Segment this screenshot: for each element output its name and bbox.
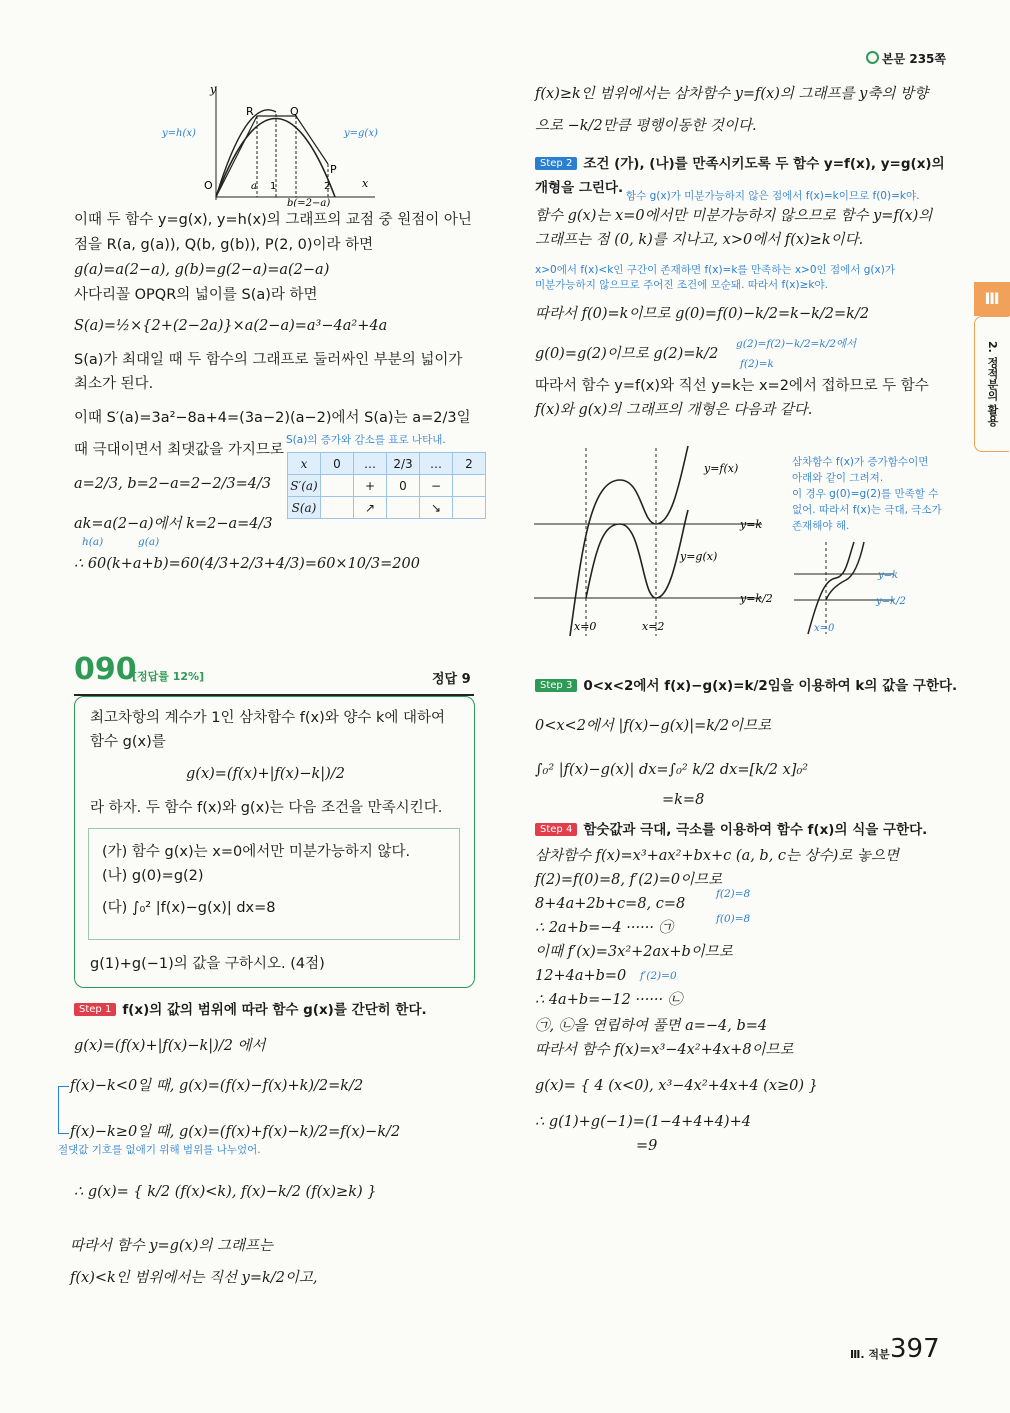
problem-stmt-2: 함수 g(x)를 xyxy=(90,734,166,750)
step4-line-10: g(x)= { 4 (x<0), x³−4x²+4x+4 (x≥0) } xyxy=(535,1078,818,1094)
condition-3: (다) ∫₀² |f(x)−g(x)| dx=8 xyxy=(102,900,276,916)
section-tab[interactable]: Ⅲ xyxy=(974,282,1010,316)
problem-answer: 정답 9 xyxy=(432,672,471,687)
problem-question: g(1)+g(−1)의 값을 구하시오. (4점) xyxy=(90,956,325,972)
two-label: 2 xyxy=(324,181,331,192)
step4-note-f2: f(2)=8 xyxy=(716,888,751,900)
page-number: 397 xyxy=(890,1334,940,1364)
note-g: g(a) xyxy=(138,536,160,548)
g-curve-lower xyxy=(586,510,688,598)
condition-2: (나) g(0)=g(2) xyxy=(102,868,204,884)
section-side-label: 2. 정적분의 활용 xyxy=(974,316,1009,452)
step2-note-2b: 미분가능하지 않으므로 주어진 조건에 모순돼. 따라서 f(x)≥k야. xyxy=(535,279,828,291)
problem-stmt-1: 최고차항의 계수가 1인 삼차함수 f(x)와 양수 k에 대하여 xyxy=(90,710,446,726)
step1-line-6: f(x)<k인 범위에서는 직선 y=k/2이고, xyxy=(70,1270,318,1286)
note-table: S(a)의 증가와 감소를 표로 나타내. xyxy=(286,434,446,446)
step1-line-1: g(x)=(f(x)+|f(x)−k|)/2 에서 xyxy=(74,1038,266,1054)
problem-stmt-3: 라 하자. 두 함수 f(x)와 g(x)는 다음 조건을 만족시킨다. xyxy=(90,800,443,816)
page-reference: 본문 235쪽 xyxy=(866,50,946,67)
step1-header xyxy=(74,998,427,1018)
Q-label: Q xyxy=(290,105,299,118)
step4-line-4: ∴ 2a+b=−4 ······ ㉠ xyxy=(535,920,674,936)
step2-line-5: 따라서 함수 y=f(x)와 직선 y=k는 x=2에서 접하므로 두 함수 xyxy=(535,378,929,394)
step2-side-note: 삼차함수 f(x)가 증가함수이면 아래와 같이 그려져. 이 경우 g(0)=g(2)를 만족할 수 없어. 따라서 f(x)는 극대, 극소가 존재해야 해. xyxy=(792,456,942,532)
step2-line-6: f(x)와 g(x)의 그래프의 개형은 다음과 같다. xyxy=(535,402,813,418)
step2-line-3: 따라서 f(0)=k이므로 g(0)=f(0)−k/2=k−k/2=k/2 xyxy=(535,306,870,322)
yk2-label: y=k/2 xyxy=(740,592,773,605)
f-curve xyxy=(570,446,688,636)
right-line-2: 으로 −k/2만큼 평행이동한 것이다. xyxy=(535,118,757,134)
step2-title-2: 개형을 그린다. xyxy=(535,180,624,196)
b-label: b(=2−a) xyxy=(287,198,331,207)
line-10: a=2/3, b=2−a=2−2/3=4/3 xyxy=(74,476,272,492)
line-2: 점을 R(a, g(a)), Q(b, g(b)), P(2, 0)이라 하면 xyxy=(74,237,374,253)
step3-line-1: 0<x<2에서 |f(x)−g(x)|=k/2이므로 xyxy=(535,718,772,734)
line-9: 때 극대이면서 최댓값을 가지므로 xyxy=(74,442,284,458)
step3-header xyxy=(535,674,957,694)
small-yk-label: y=k xyxy=(878,570,899,581)
step4-line-2: f(2)=f(0)=8, f′(2)=0이므로 xyxy=(535,872,723,888)
step1-note: 절댓값 기호를 없애기 위해 범위를 나누었어. xyxy=(58,1144,261,1156)
R-label: R xyxy=(246,105,254,118)
line-3: g(a)=a(2−a), g(b)=g(2−a)=a(2−a) xyxy=(74,262,330,278)
step4-line-7: ∴ 4a+b=−12 ······ ㉡ xyxy=(535,992,683,1008)
step2-line-4: g(0)=g(2)이므로 g(2)=k/2 xyxy=(535,346,719,362)
line-7: 최소가 된다. xyxy=(74,376,154,392)
step1-title: f(x)의 값의 범위에 따라 함수 g(x)를 간단히 한다. xyxy=(122,1002,427,1018)
problem-number: 090 xyxy=(74,652,137,687)
small-x0-label: x=0 xyxy=(814,623,835,634)
step2-note-2a: x>0에서 f(x)<k인 구간이 존재하면 f(x)=k를 만족하는 x>0인 점에서 g(x)가 xyxy=(535,264,895,276)
sign-table: x 0 … 2/3 … 2 S′(a) + 0 − S(a) ↗ ↘ xyxy=(287,452,486,519)
step3-title: 0<x<2에서 f(x)−g(x)=k/2임을 이용하여 k의 값을 구한다. xyxy=(583,678,958,694)
condition-1: (가) 함수 g(x)는 x=0에서만 미분가능하지 않다. xyxy=(102,844,411,860)
step2-title: 조건 (가), (나)를 만족시키도록 두 함수 y=f(x), y=g(x)의 xyxy=(583,156,945,172)
step2-note-1: 함수 g(x)가 미분가능하지 않은 점에서 f(x)=k이므로 f(0)=k야. xyxy=(626,190,920,202)
step2-header xyxy=(535,152,945,172)
step4-line-6: 12+4a+b=0 xyxy=(535,968,627,984)
line-4: 사다리꼴 OPQR의 넓이를 S(a)라 하면 xyxy=(74,287,318,303)
step2-note-4: f(2)=k xyxy=(740,358,774,370)
step4-line-12: =9 xyxy=(636,1138,658,1154)
f-label: y=f(x) xyxy=(704,462,739,475)
step2-line-2: 그래프는 점 (0, k)를 지나고, x>0에서 f(x)≥k이다. xyxy=(535,232,864,248)
g-curve-label: y=g(x) xyxy=(344,128,378,139)
step4-title: 함숫값과 극대, 극소를 이용하여 함수 f(x)의 식을 구한다. xyxy=(583,822,928,838)
h-curve-label: y=h(x) xyxy=(162,128,196,139)
small-yk2-label: y=k/2 xyxy=(876,596,906,607)
bracket-line xyxy=(58,1086,69,1134)
increasing-graph xyxy=(790,540,920,636)
x-axis-label: x xyxy=(362,177,369,190)
line-11: ak=a(2−a)에서 k=2−a=4/3 xyxy=(74,516,273,532)
note-h: h(a) xyxy=(82,536,104,548)
g-label: y=g(x) xyxy=(680,550,718,563)
line-8: 이때 S′(a)=3a²−8a+4=(3a−2)(a−2)에서 S(a)는 a=2/3일 xyxy=(74,410,471,426)
step4-line-8: ㉠, ㉡을 연립하여 풀면 a=−4, b=4 xyxy=(535,1018,768,1034)
circle-marker-icon xyxy=(866,51,879,64)
step2-note-3: g(2)=f(2)−k/2=k/2에서 xyxy=(736,338,857,350)
step2-badge: Step 2 xyxy=(535,157,577,170)
step1-badge: Step 1 xyxy=(74,1003,116,1016)
a-label: a xyxy=(251,181,257,192)
step4-badge: Step 4 xyxy=(535,823,577,836)
step4-line-1: 삼차함수 f(x)=x³+ax²+bx+c (a, b, c는 상수)로 놓으면 xyxy=(535,848,899,864)
y-axis-label: y xyxy=(210,83,217,96)
step1-line-4: ∴ g(x)= { k/2 (f(x)<k), f(x)−k/2 (f(x)≥k) } xyxy=(74,1184,377,1200)
right-line-1: f(x)≥k인 범위에서는 삼차함수 y=f(x)의 그래프를 y축의 방향 xyxy=(535,86,928,102)
step1-line-3: f(x)−k≥0일 때, g(x)=(f(x)+f(x)−k)/2=f(x)−k/2 xyxy=(70,1124,401,1140)
step3-badge: Step 3 xyxy=(535,679,577,692)
yk-label: y=k xyxy=(740,518,763,531)
step4-header xyxy=(535,818,927,838)
step1-line-2: f(x)−k<0일 때, g(x)=(f(x)−f(x)+k)/2=k/2 xyxy=(70,1078,364,1094)
x0-label: x=0 xyxy=(574,620,597,633)
step3-line-2: ∫₀² |f(x)−g(x)| dx=∫₀² k/2 dx=[k/2 x]₀² xyxy=(535,762,809,778)
step2-line-1: 함수 g(x)는 x=0에서만 미분가능하지 않으므로 함수 y=f(x)의 xyxy=(535,208,933,224)
line-6: S(a)가 최대일 때 두 함수의 그래프로 둘러싸인 부분의 넓이가 xyxy=(74,352,463,368)
h-curve xyxy=(216,110,276,197)
footer-chapter: Ⅲ. 적분 xyxy=(850,1348,890,1361)
P-label: P xyxy=(330,163,337,176)
step4-line-3: 8+4a+2b+c=8, c=8 xyxy=(535,896,686,912)
step1-line-5: 따라서 함수 y=g(x)의 그래프는 xyxy=(70,1238,274,1254)
problem-rate: [정답률 12%] xyxy=(132,670,205,683)
step4-note-fp2: f′(2)=0 xyxy=(640,970,677,982)
one-label: 1 xyxy=(270,181,277,192)
origin-label: O xyxy=(204,179,213,192)
step4-line-5: 이때 f′(x)=3x²+2ax+b이므로 xyxy=(535,944,733,960)
area-graph xyxy=(150,82,390,207)
step4-note-f0: f(0)=8 xyxy=(716,913,751,925)
fg-graph xyxy=(530,440,792,640)
line-5: S(a)=½×{2+(2−2a)}×a(2−a)=a³−4a²+4a xyxy=(74,318,388,334)
step3-line-3: =k=8 xyxy=(662,792,705,808)
problem-formula: g(x)=(f(x)+|f(x)−k|)/2 xyxy=(186,766,345,782)
step4-line-9: 따라서 함수 f(x)=x³−4x²+4x+8이므로 xyxy=(535,1042,794,1058)
step4-line-11: ∴ g(1)+g(−1)=(1−4+4+4)+4 xyxy=(535,1114,751,1130)
x2-label: x=2 xyxy=(642,620,665,633)
line-1: 이때 두 함수 y=g(x), y=h(x)의 그래프의 교점 중 원점이 아닌 xyxy=(74,212,472,228)
line-12: ∴ 60(k+a+b)=60(4/3+2/3+4/3)=60×10/3=200 xyxy=(74,556,420,572)
